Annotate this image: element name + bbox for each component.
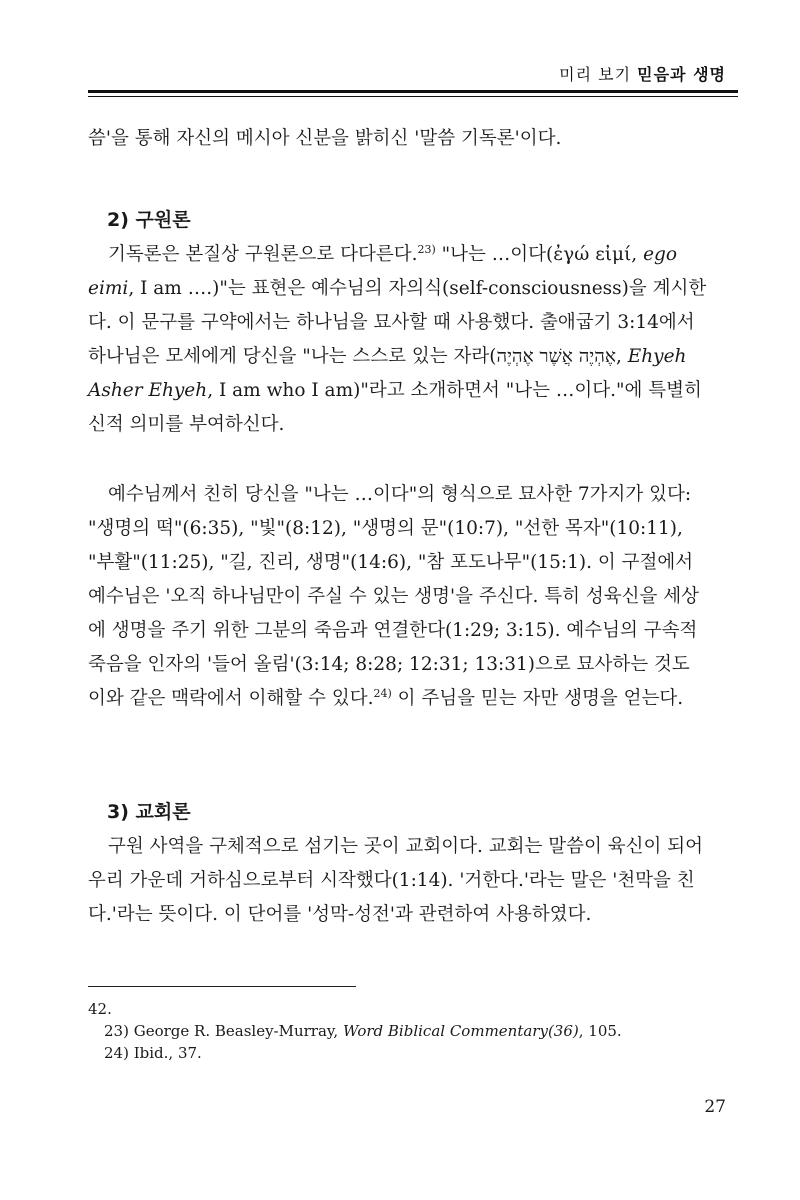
section-title-ecclesiology: 3) 교회론 [107,801,191,823]
header-rule [88,90,738,97]
footnote-rule [88,986,356,987]
paragraph-soteriology: 기독론은 본질상 구원론으로 다다른다.$^{23)}$ "나는 …이다(ἐγώ εἰμί, ego eimi, I am ….)"는 표현은 예수님의 자의식(self-consciousness)을 계시한다. 이 문구를 구약에서는 하나님을 묘사할 때 사용했다. 출애굽기 3:14에서 하나님은 모세에게 당신을 "나는 스스로 있는 자라(אֶהְיֶה אֲשֶׁר אֶהְיֶה, Ehyeh Asher Ehyeh, I am who I am)"라고 소개하면서 "나는 …이다."에 특별히 신적 의미를 부여하신다. [88,242,707,435]
header-brand: 믿음과 생명 [637,65,726,84]
footnote-ref-23: 23) [417,242,436,256]
paragraph-continuation: 씀'을 통해 자신의 메시아 신분을 밝히신 '말씀 기독론'이다. [88,128,562,149]
footnote-ref-24: 24) [373,686,392,700]
footnote-23: 23) George R. Beasley-Murray, Word Biblical Commentary(36), 105. [104,1022,622,1040]
paragraph-i-am-sayings: 예수님께서 친히 당신을 "나는 …이다"의 형식으로 묘사한 7가지가 있다: "생명의 떡"(6:35), "빛"(8:12), "생명의 문"(10:7), "선한 목자"(10:11), "부활"(11:25), "길, 진리, 생명"(14:6), "참 포도나무"(15:1). 이 구절에서 예수님은 '오직 하나님만이 주실 수 있는 생명'을 주신다. 특히 성육신을 세상에 생명을 주기 위한 그분의 죽음과 연결한다(1:29; 3:15). 예수님의 구속적 죽음을 인자의 '들어 올림'(3:14; 8:28; 12:31; 13:31)으로 묘사하는 것도 이와 같은 맥락에서 이해할 수 있다.$^{24)}$ 이 주님을 믿는 자만 생명을 얻는다. [88,484,699,709]
section-title-soteriology: 2) 구원론 [107,209,191,231]
header-prefix: 미리 보기 [559,65,632,84]
running-header [559,62,726,85]
page-number: 27 [704,1097,726,1117]
footnote-label: 42. [88,1000,112,1018]
footnotes [88,998,728,1064]
footnote-24: 24) Ibid., 37. [104,1044,202,1062]
paragraph-ecclesiology: 구원 사역을 구체적으로 섬기는 곳이 교회이다. 교회는 말씀이 육신이 되어 우리 가운데 거하심으로부터 시작했다(1:14). '거한다.'라는 말은 '천막을 친다.'라는 뜻이다. 이 단어를 '성막-성전'과 관련하여 사용하였다. [88,836,703,925]
